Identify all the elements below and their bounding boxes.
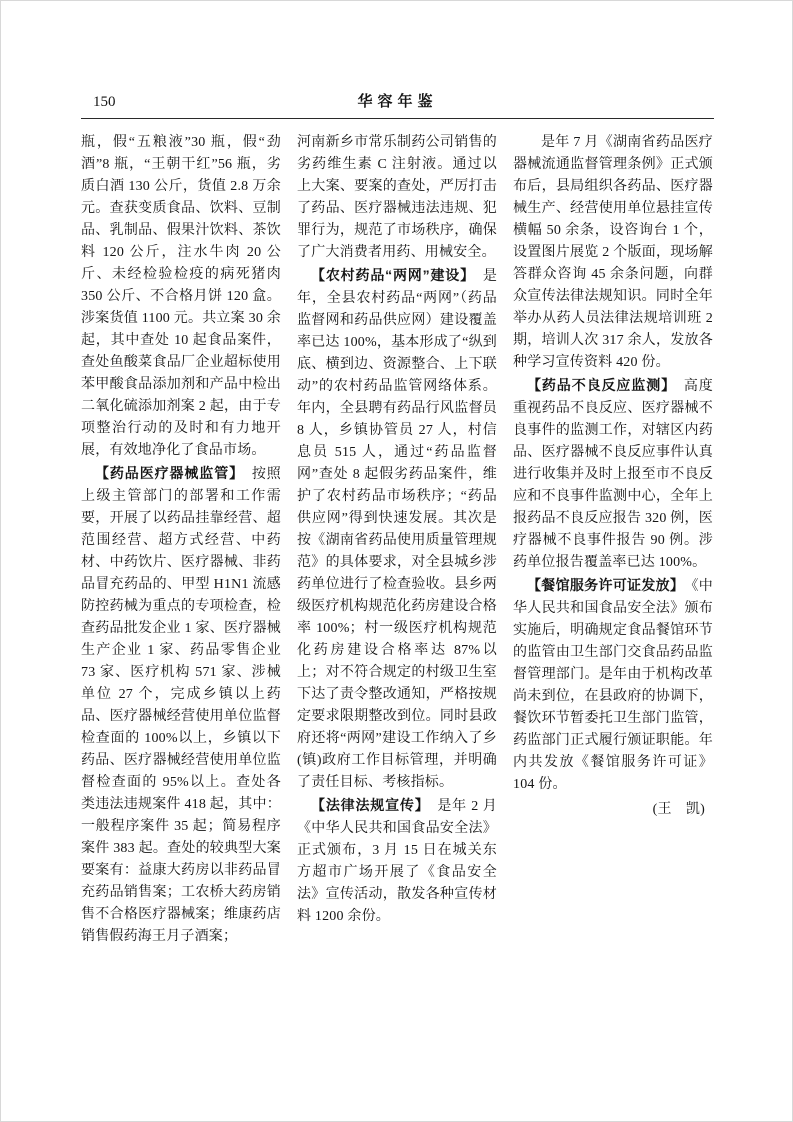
byline: (王 凯) [652, 802, 705, 817]
entry-title: 【法律法规宣传】 [311, 797, 423, 813]
entry-title: 【农村药品“两网”建设】 [311, 267, 468, 283]
entry-paragraph: 【餐馆服务许可证发放】 《中华人民共和国食品安全法》颁布实施后，明确规定食品餐馆环节的监管由卫生部门交食品药品监督管理部门。是年由于机构改革尚未到位，在县政府的协调下，餐饮环节暂委托卫生部门监管，药监部门正式履行颁证职能。年内共发放《餐馆服务许可证》104 份。 [513, 577, 714, 792]
page-title: 华容年鉴 [357, 94, 438, 110]
entry-paragraph: 【药品医疗器械监管】 按照上级主管部门的部署和工作需要，开展了以药品挂靠经营、超范围经营、超方式经营、中药材、中药饮片、医疗器械、非药品冒充药品的、甲型 H1N1 流感防控药械为重点的专项检查，检查药品批发企业 1 家、医疗器械生产企业 1 家、药品零售企业 73 家、医疗机构 571 家、涉械单位 27 个，完成乡镇以上药品、医疗器械经营使用单位监督检查面的 100%以上，乡镇以下药品、医疗器械经营使用单位监督检查面的 95%以上。查处各类违法违规案件 418 起，其中：一般程序案件 35 起；简易程序案件 383 起。查处的较典型大案要案有：益康大药房以非药品冒充药品销售案；工农桥大药房销售不合格医疗器械案；维康药店销售假药海王月子酒案； [81, 465, 282, 944]
text-column-2 [297, 132, 497, 948]
paragraph: 是年 7 月《湖南省药品医疗器械流通监督管理条例》正式颁布后，县局组织各药品、医疗器械生产、经营使用单位悬挂宣传横幅 50 余条，设咨询台 1 个，设置图片展览 2 个版面，现场解答群众咨询 45 余条问题，向群众宣传法律法规知识。同时全年举办从药人员法律法规培训班 2 期，培训人次 317 余人，发放各种学习宣传资料 420 份。 [513, 135, 713, 370]
page-number: 150 [93, 94, 116, 110]
entry-title: 【药品不良反应监测】 [527, 377, 669, 393]
paragraph: 瓶，假“五粮液”30 瓶，假“劲酒”8 瓶，“王朝干红”56 瓶，劣质白酒 130 公斤，货值 2.8 万余元。查获变质食品、饮料、豆制品、乳制品、假果汁饮料、茶饮料 120 公斤，注水牛肉 20 公斤、未经检验检疫的病死猪肉 350 公斤、不合格月饼 120 盒。涉案货值 1100 元。共立案 30 余起，其中查处 10 起食品案件，查处鱼酸菜食品厂企业超标使用苯甲酸食品添加剂和产品中检出二氧化硫添加剂案 2 起，由于专项整治行动的及时和有力地开展，有效地净化了食品市场。 [81, 135, 281, 458]
text-column-1 [81, 132, 281, 948]
text-column-3 [513, 132, 713, 948]
paragraph: 河南新乡市常乐制药公司销售的劣药维生素 C 注射液。通过以上大案、要案的查处，严厉打击了药品、医疗器械违法违规、犯罪行为，规范了市场秩序，确保了广大消费者用药、用械安全。 [297, 135, 497, 260]
page [81, 87, 714, 948]
page-header [81, 87, 714, 119]
entry-paragraph: 【法律法规宣传】 是年 2 月《中华人民共和国食品安全法》正式颁布，3 月 15 日在城关东方超市广场开展了《食品安全法》宣传活动，散发各种宣传材料 1200 余份。 [297, 797, 498, 924]
columns [81, 132, 714, 948]
entry-title: 【餐馆服务许可证发放】 [527, 577, 678, 593]
entry-paragraph: 【农村药品“两网”建设】 是年，全县农村药品“两网”（药品监督网和药品供应网）建设覆盖率已达 100%，基本形成了“纵到底、横到边、资源整合、上下联动”的农村药品监管网络体系。年内，全县聘有药品行风监督员 8 人，乡镇协管员 27 人，村信息员 515 人，通过“药品监督网”查处 8 起假劣药品案件，维护了农村药品市场秩序；“药品供应网”得到快速发展。其次是按《湖南省药品使用质量管理规范》的具体要求，对全县城乡涉药单位进行了检查验收。县乡两级医疗机构规范化药房建设合格率 100%；村一级医疗机构规范化药房建设合格率达 87%以上；对不符合规定的村级卫生室下达了责令整改通知，严格按规定要求限期整改到位。同时县政府还将“两网”建设工作纳入了乡(镇)政府工作目标管理，并明确了责任目标、考核指标。 [297, 267, 498, 790]
entry-title: 【药品医疗器械监管】 [95, 465, 237, 481]
entry-paragraph: 【药品不良反应监测】 高度重视药品不良反应、医疗器械不良事件的监测工作，对辖区内药品、医疗器械不良反应事件认真进行收集并及时上报至市不良反应和不良事件监测中心，全年上报药品不良反应报告 320 例，医疗器械不良事件报告 90 例。涉药单位报告覆盖率已达 100%。 [513, 377, 714, 570]
